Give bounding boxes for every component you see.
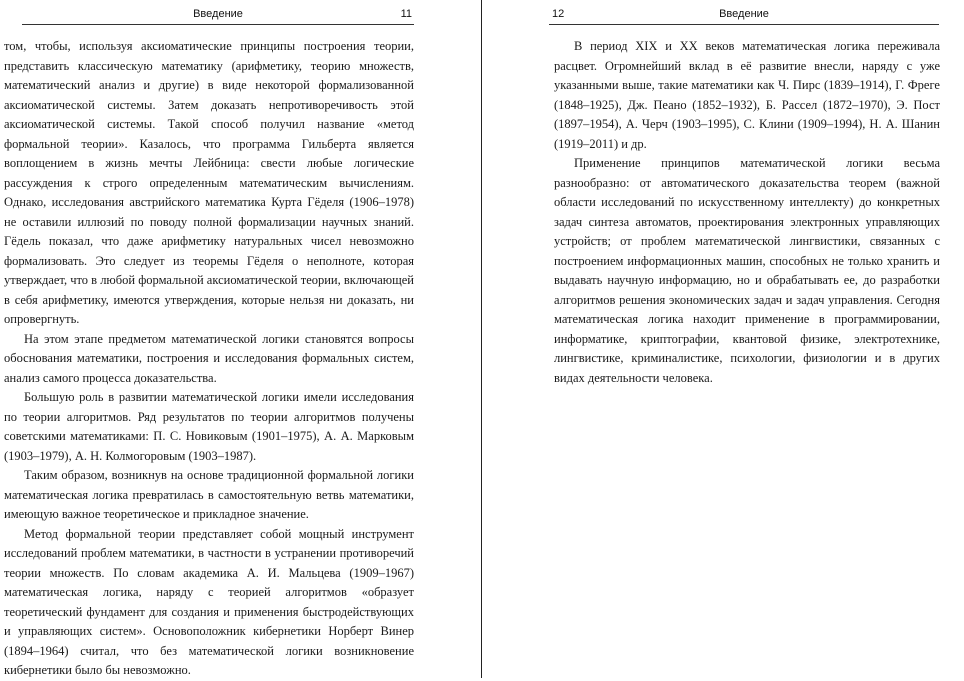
- right-paragraph-1: В период XIX и XX веков математическая логика переживала расцвет. Огромнейший вклад в её развитие внесли, наряду с уже указанными выше, такие математики как Ч. Пирс (1839–1914), Г. Фреге (1848–1925), Дж. Пеано (1852–1932), Б. Рассел (1872–1970), Э. Пост (1897–1954), А. Черч (1903–1995), С. Клини (1909–1994), Н. А. Шанин (1919–2011) и др.: [554, 39, 940, 151]
- left-paragraph-5: Метод формальной теории представляет собой мощный инструмент исследований проблем математики, в частности в устранении противоречий теории множеств. По словам академика А. И. Мальцева (1909–1967) математическая логика, наряду с теорией алгоритмов «образует теоретический фундамент для создания и применения быстродействующих и управляющих систем». Основоположник кибернетики Норберт Винер (1894–1964) считал, что без математической логики возникновение кибернетики было бы невозможно.: [4, 526, 414, 677]
- left-paragraph-3: Большую роль в развитии математической логики имели исследования по теории алгоритмов. Ряд результатов по теории алгоритмов получены советскими математиками: П. С. Новиковым (1901–1975), А. А. Марковым (1903–1979), А. Н. Колмогоровым (1903–1987).: [4, 390, 414, 463]
- right-paragraph-2: Применение принципов математической логики весьма разнообразно: от автоматического доказательства теорем (важной области исследований по искусственному интеллекту) до конкретных задач синтеза автоматов, проектирования электронных управляющих устройств; от проблем математической лингвистики, связанных с построением информационных машин, способных не только хранить и выдавать научную информацию, но и обрабатывать ее, до разработки алгоритмов решения экономических задач и задач управления. Сегодня математическая логика находит применение в программировании, информатике, криптографии, квантовой физике, электротехнике, лингвистике, криминалистике, психологии, физиологии и в других видах деятельности человека.: [554, 156, 940, 385]
- right-header-rule: [549, 24, 939, 25]
- left-header-rule: [22, 24, 414, 25]
- right-header-title: Введение: [719, 8, 769, 20]
- left-paragraph-1: том, чтобы, используя аксиоматические принципы построения теории, представить классическую математику (арифметику, теорию множеств, математический анализ и другие) в виде некоторой формализованной аксиоматической системы. Затем доказать непротиворечивость этой аксиоматической системы. Такой способ получил название «метод формальной теории». Казалось, что программа Гильберта является воплощением в жизнь мечты Лейбница: свести любые логические рассуждения к строго определенным математическим вычислениям. Однако, исследования австрийского математика Курта Гёделя (1906–1978) не оставили иллюзий по поводу полной формализации научных знаний. Гёдель показал, что даже арифметику натуральных чисел невозможно формализовать. Это следует из теоремы Гёделя о неполноте, которая утверждает, что в любой формальной аксиоматической теории, включающей в себя арифметику, имеются утверждения, которые нельзя ни доказать, ни опровергнуть.: [4, 39, 414, 326]
- right-running-header: [549, 6, 939, 22]
- left-paragraph-2: На этом этапе предметом математической логики становятся вопросы обоснования математики, построения и исследования формальных систем, анализ самого процесса доказательства.: [4, 331, 414, 385]
- right-page-number: 12: [552, 8, 565, 20]
- right-text-column: [554, 37, 940, 388]
- right-page: [482, 0, 964, 678]
- left-header-title: Введение: [193, 8, 243, 20]
- left-page: [0, 0, 481, 678]
- left-paragraph-4: Таким образом, возникнув на основе традиционной формальной логики математическая логика превратилась в самостоятельную ветвь математики, имеющую важное теоретическое и прикладное значение.: [4, 468, 414, 521]
- left-running-header: [22, 6, 414, 22]
- left-text-column: [4, 37, 414, 681]
- left-page-number: 11: [400, 8, 412, 20]
